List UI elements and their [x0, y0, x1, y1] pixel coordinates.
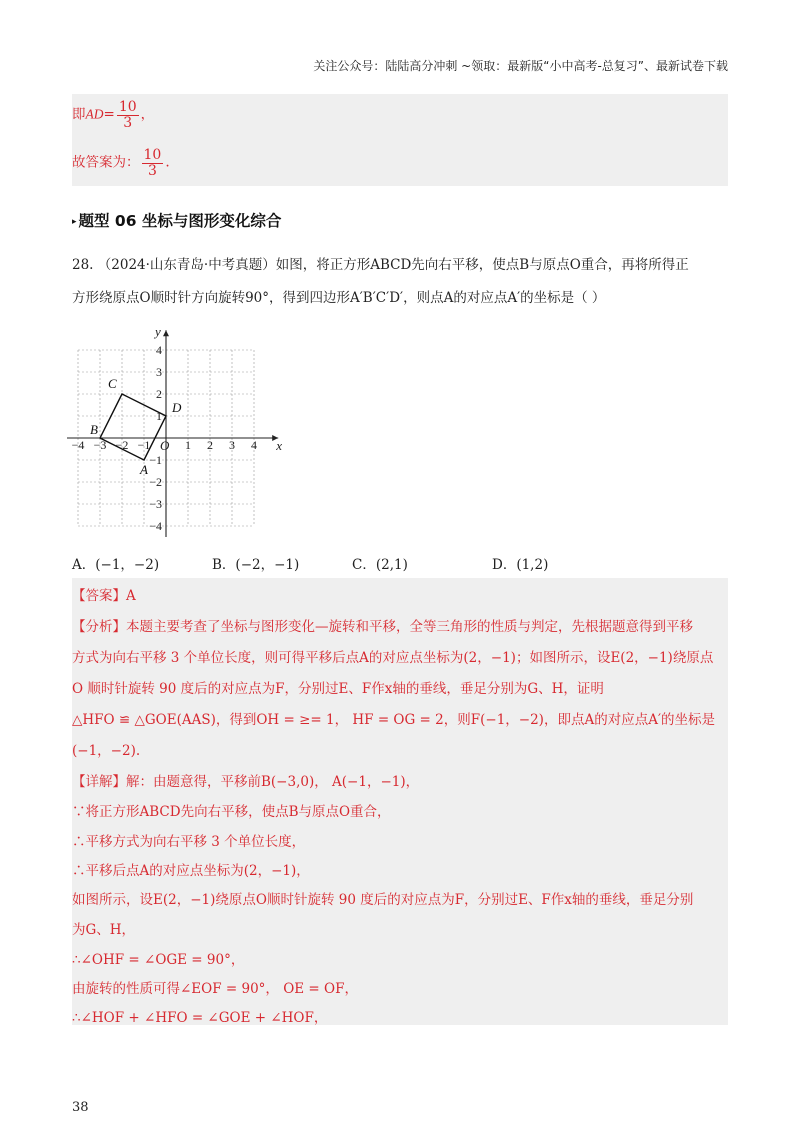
- fraction-numerator: 10: [118, 99, 137, 115]
- detail-line-9: ∴∠HOF + ∠HFO = ∠GOE + ∠HOF，: [72, 1010, 328, 1026]
- fraction-numerator: 10: [143, 147, 162, 163]
- detail-line-2: ∵将正方形ABCD先向右平移，使点B与原点O重合，: [72, 804, 391, 820]
- y-tick-label: −2: [149, 475, 162, 489]
- fraction-ten-thirds: [117, 100, 139, 130]
- page-number: 38: [72, 1100, 89, 1115]
- y-tick-label: −1: [149, 453, 162, 467]
- suffix-text: .: [165, 154, 170, 171]
- triangle-bullet-icon: ▸: [72, 216, 77, 227]
- option-letter: C．: [352, 557, 376, 573]
- y-tick-label: 4: [156, 343, 162, 357]
- analysis-line-2: 方式为向右平移 3 个单位长度，则可得平移后点A的对应点坐标为(2，−1)；如图所示，设E(2，−1)绕原点: [72, 650, 714, 666]
- square-outline: [100, 394, 166, 460]
- question-line-2: 方形绕原点O顺时针方向旋转90°，得到四边形A′B′C′D′，则点A的对应点A′的坐标是（ ）: [72, 290, 606, 306]
- detail-line-5: 如图所示，设E(2，−1)绕原点O顺时针旋转 90 度后的对应点为F，分别过E、F作x轴的垂线，垂足分别: [72, 892, 694, 908]
- x-tick-label: 3: [229, 438, 235, 452]
- option-value: (−2，−1): [235, 557, 300, 573]
- answer-line-ad: [72, 100, 154, 130]
- x-tick-label: 1: [185, 438, 191, 452]
- detail-line-6: 为G、H，: [72, 922, 136, 938]
- fraction-ten-thirds-2: [142, 148, 164, 178]
- point-label-a: A: [140, 462, 148, 477]
- previous-answer-block: [72, 94, 728, 186]
- y-tick-label: 2: [156, 387, 162, 401]
- y-axis-arrow-icon: [163, 330, 169, 336]
- y-tick-label: −4: [149, 519, 162, 533]
- fraction-denominator: 3: [123, 114, 133, 131]
- option-value: (2,1): [375, 557, 408, 573]
- option-a[interactable]: [72, 553, 159, 573]
- equals-sign: =: [103, 106, 115, 123]
- point-label-d: D: [172, 400, 182, 415]
- suffix-text: ，: [140, 106, 155, 123]
- option-value: (−1，−2): [95, 557, 160, 573]
- point-label-c: C: [108, 376, 117, 391]
- detail-line-1: 【详解】解：由题意得，平移前B(−3,0)， A(−1，−1)，: [72, 774, 420, 790]
- detail-line-8: 由旋转的性质可得∠EOF = 90°， OE = OF，: [72, 981, 358, 997]
- page-header: 关注公众号：陆陆高分冲刺 ~领取：最新版“小中高考-总复习”、最新试卷下载: [313, 59, 728, 73]
- y-axis-label: y: [155, 324, 161, 340]
- y-tick-label: −3: [149, 497, 162, 511]
- x-tick-label: −3: [93, 438, 107, 452]
- analysis-line-3: O 顺时针旋转 90 度后的对应点为F，分别过E、F作x轴的垂线，垂足分别为G、H，证明: [72, 681, 604, 697]
- var-ad: AD: [85, 106, 104, 122]
- solution-block: [72, 578, 728, 1025]
- option-value: (1,2): [516, 557, 549, 573]
- section-title: 题型 06 坐标与图形变化综合: [78, 212, 282, 230]
- origin-label: O: [160, 438, 170, 453]
- y-tick-label: 3: [156, 365, 162, 379]
- final-answer-prefix: 故答案为：: [72, 154, 140, 171]
- answer-line: 【答案】A: [72, 588, 136, 604]
- x-axis-label: x: [276, 438, 282, 453]
- fraction-denominator: 3: [147, 162, 157, 179]
- x-tick-label: 2: [207, 438, 213, 452]
- figure-labels: [72, 324, 283, 533]
- option-b[interactable]: [212, 553, 299, 573]
- coordinate-figure: [66, 318, 296, 540]
- x-tick-label: −4: [71, 438, 85, 452]
- option-c[interactable]: [352, 553, 408, 573]
- prefix-text: 即: [72, 106, 86, 123]
- option-letter: D．: [492, 557, 517, 573]
- analysis-line-4: △HFO ≌ △GOE(AAS)，得到OH = ≥= 1， HF = OG = 2，则F(−1，−2)，即点A的对应点A′的坐标是: [72, 712, 716, 728]
- detail-line-4: ∴平移后点A的对应点坐标为(2，−1)，: [72, 863, 310, 879]
- question-line-1: 28. （2024·山东青岛·中考真题）如图，将正方形ABCD先向右平移，使点B与原点O重合，再将所得正: [72, 257, 689, 273]
- option-d[interactable]: [492, 553, 548, 573]
- x-tick-label: −1: [137, 438, 151, 452]
- detail-line-7: ∴∠OHF = ∠OGE = 90°，: [72, 952, 245, 968]
- analysis-line-1: 【分析】本题主要考查了坐标与图形变化—旋转和平移，全等三角形的性质与判定，先根据题意得到平移: [72, 619, 693, 635]
- axes: [67, 330, 278, 537]
- section-heading: [72, 209, 281, 231]
- analysis-line-5: (−1，−2).: [72, 743, 141, 759]
- square-abcd: [100, 394, 166, 460]
- point-label-b: B: [90, 422, 98, 437]
- x-tick-label: −2: [115, 438, 129, 452]
- option-letter: B．: [212, 557, 236, 573]
- y-tick-label: 1: [156, 409, 162, 423]
- detail-line-3: ∴平移方式为向右平移 3 个单位长度，: [72, 834, 306, 850]
- final-answer-line: [72, 148, 170, 178]
- x-tick-label: 4: [251, 438, 257, 452]
- option-letter: A．: [72, 557, 96, 573]
